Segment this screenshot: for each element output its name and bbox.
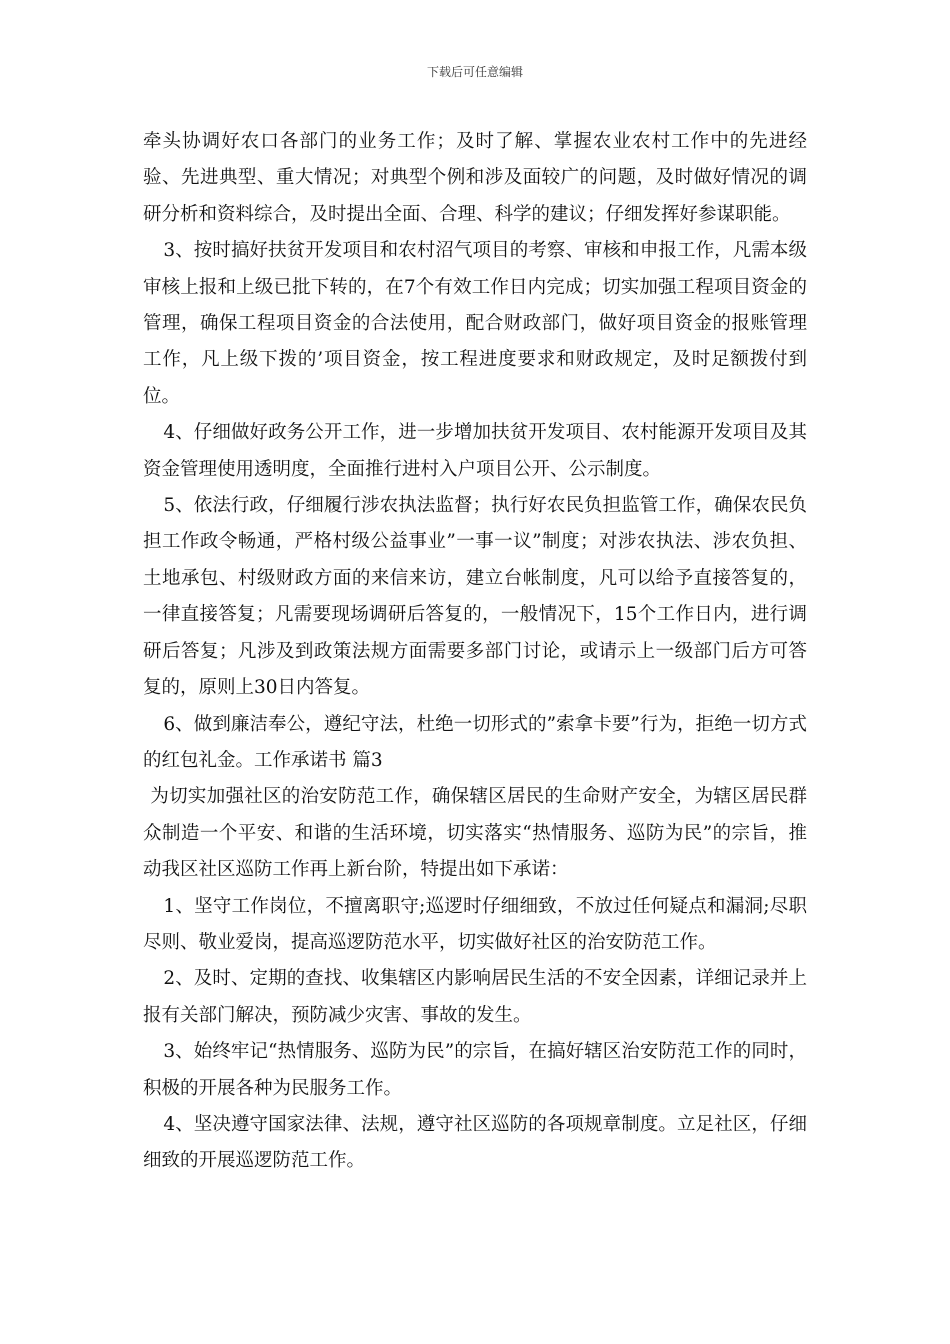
paragraph-section-3-intro: 为切实加强社区的治安防范工作，确保辖区居民的生命财产安全，为辖区居民群众制造一个平安、和谐的生活环境，切实落实“热情服务、巡防为民”的宗旨，推动我区社区巡防工作再上新台阶，特提出如下承诺： [143, 786, 807, 881]
paragraph-patrol-item-3: 3、始终牢记“热情服务、巡防为民”的宗旨，在搞好辖区治安防范工作的同时，积极的开展各种为民服务工作。 [143, 1041, 807, 1099]
paragraph-item-6-integrity: 6、做到廉洁奉公，遵纪守法，杜绝一切形式的”索拿卡要”行为，拒绝一切方式的红包礼金。工作承诺书 篇3 [143, 713, 807, 771]
document-body [143, 124, 807, 1180]
paragraph-item-3-project-review: 3、按时搞好扶贫开发项目和农村沼气项目的考察、审核和申报工作，凡需本级审核上报和上级已批下转的，在7个有效工作日内完成；切实加强工程项目资金的管理，确保工程项目资金的合法使用，配合财政部门，做好项目资金的报账管理工作，凡上级下拨的’项目资金，按工程进度要求和财政规定，及时足额拨付到位。 [143, 240, 807, 407]
paragraph-patrol-item-1: 1、坚守工作岗位，不擅离职守;巡逻时仔细细致，不放过任何疑点和漏洞;尽职尽则、敬业爱岗，提高巡逻防范水平，切实做好社区的治安防范工作。 [143, 895, 807, 953]
paragraph-duties-continued: 牵头协调好农口各部门的业务工作；及时了解、掌握农业农村工作中的先进经验、先进典型、重大情况；对典型个例和涉及面较广的问题，及时做好情况的调研分析和资料综合，及时提出全面、合理、科学的建议；仔细发挥好参谋职能。 [143, 131, 807, 225]
paragraph-item-5-law-enforcement: 5、依法行政，仔细履行涉农执法监督；执行好农民负担监管工作，确保农民负担工作政令畅通，严格村级公益事业”一事一议”制度；对涉农执法、涉农负担、土地承包、村级财政方面的来信来访，建立台帐制度，凡可以给予直接答复的，一律直接答复；凡需要现场调研后答复的，一般情况下，15个工作日内，进行调研后答复；凡涉及到政策法规方面需要多部门讨论，或请示上一级部门后方可答复的，原则上30日内答复。 [143, 495, 807, 699]
paragraph-item-4-transparency: 4、仔细做好政务公开工作，进一步增加扶贫开发项目、农村能源开发项目及其资金管理使用透明度，全面推行进村入户项目公开、公示制度。 [143, 422, 807, 480]
paragraph-patrol-item-4: 4、坚决遵守国家法律、法规，遵守社区巡防的各项规章制度。立足社区，仔细细致的开展巡逻防范工作。 [143, 1113, 807, 1172]
page-header: 下载后可任意编辑 [426, 65, 523, 79]
paragraph-patrol-item-2: 2、及时、定期的查找、收集辖区内影响居民生活的不安全因素，详细记录并上报有关部门解决，预防减少灾害、事故的发生。 [143, 968, 807, 1026]
